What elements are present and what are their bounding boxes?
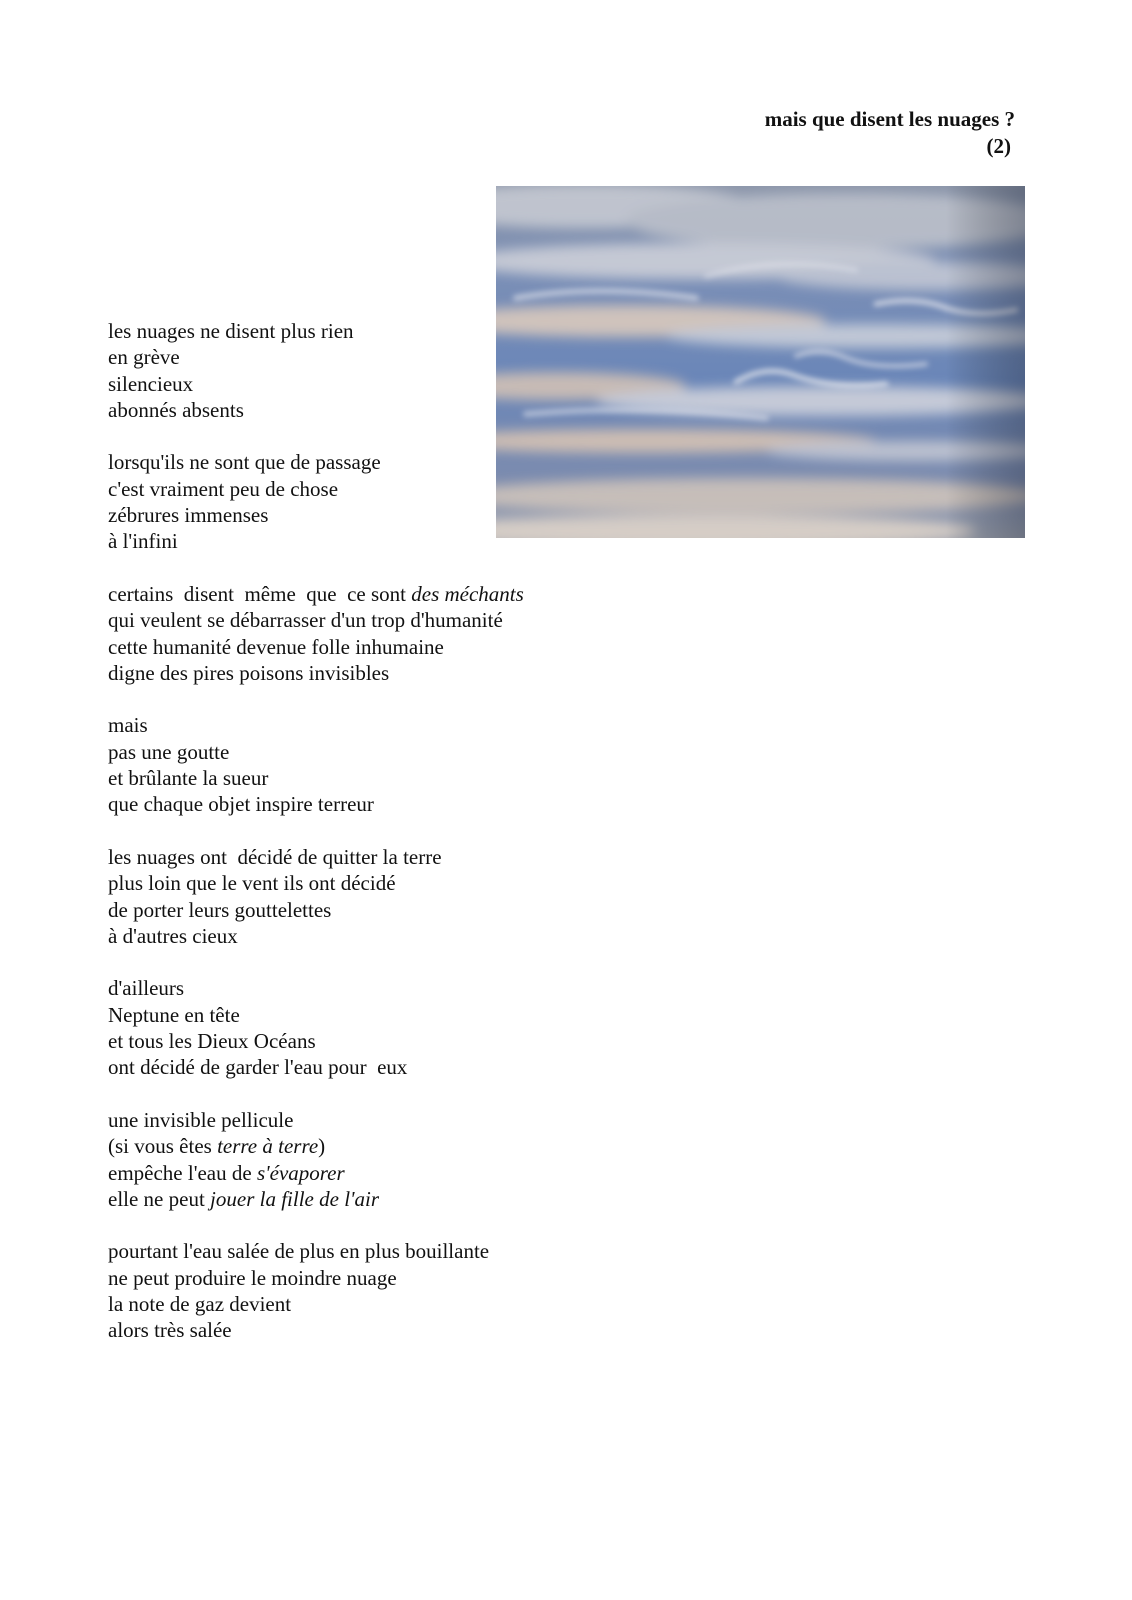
poem-line bbox=[108, 1107, 524, 1133]
poem-line-segment: abonnés absents bbox=[108, 397, 244, 422]
poem-stanza bbox=[108, 1107, 524, 1212]
poem-stanza bbox=[108, 581, 524, 686]
poem-line bbox=[108, 844, 524, 870]
poem-line bbox=[108, 318, 524, 344]
poem-line-segment: digne des pires poisons invisibles bbox=[108, 660, 390, 685]
poem-line-segment: silencieux bbox=[108, 371, 194, 396]
poem-stanza bbox=[108, 1238, 524, 1343]
poem-line bbox=[108, 791, 524, 817]
poem-line-segment: à d'autres cieux bbox=[108, 923, 238, 948]
poem-line bbox=[108, 1265, 524, 1291]
poem-line-segment: à l'infini bbox=[108, 529, 178, 554]
poem-line-segment: zébrures immenses bbox=[108, 503, 269, 528]
poem-line-segment: que chaque objet inspire terreur bbox=[108, 792, 374, 817]
poem-line-segment: certains disent même que ce sont bbox=[108, 581, 412, 606]
poem-line-italic-segment: terre à terre bbox=[217, 1134, 319, 1159]
poem-line-segment: ont décidé de garder l'eau pour eux bbox=[108, 1055, 408, 1080]
poem-line bbox=[108, 581, 524, 607]
poem-line-segment: alors très salée bbox=[108, 1318, 232, 1343]
poem-line-italic-segment: jouer la fille de l'air bbox=[210, 1186, 380, 1211]
poem-line bbox=[108, 712, 524, 738]
poem-line-segment: qui veulent se débarrasser d'un trop d'humanité bbox=[108, 608, 503, 633]
poem-line-segment: empêche l'eau de bbox=[108, 1160, 257, 1185]
poem-line-segment: pourtant l'eau salée de plus en plus bouillante bbox=[108, 1239, 490, 1264]
poem-line-segment: plus loin que le vent ils ont décidé bbox=[108, 871, 396, 896]
poem-line bbox=[108, 502, 524, 528]
poem-line bbox=[108, 660, 524, 686]
poem-line bbox=[108, 449, 524, 475]
poem-line bbox=[108, 371, 524, 397]
poem-line bbox=[108, 1002, 524, 1028]
poem-line bbox=[108, 1160, 524, 1186]
poem-line-segment: c'est vraiment peu de chose bbox=[108, 476, 339, 501]
poem-line-segment: ne peut produire le moindre nuage bbox=[108, 1265, 397, 1290]
poem-line-segment: (si vous êtes bbox=[108, 1134, 218, 1159]
poem-line bbox=[108, 528, 524, 554]
poem-line-segment: la note de gaz devient bbox=[108, 1291, 292, 1316]
poem-stanza bbox=[108, 975, 524, 1080]
poem-line-segment: pas une goutte bbox=[108, 739, 230, 764]
poem-line bbox=[108, 397, 524, 423]
poem-stanza bbox=[108, 318, 524, 423]
poem-line bbox=[108, 1028, 524, 1054]
poem-line bbox=[108, 870, 524, 896]
poem-title: mais que disent les nuages ? bbox=[764, 107, 1015, 131]
poem-line bbox=[108, 1133, 524, 1159]
poem-line bbox=[108, 923, 524, 949]
poem-stanza bbox=[108, 712, 524, 817]
poem-line-italic-segment: s'évaporer bbox=[256, 1160, 345, 1185]
poem-line-segment: et brûlante la sueur bbox=[108, 766, 269, 791]
poem-line bbox=[108, 634, 524, 660]
poem-number: (2) bbox=[986, 134, 1011, 158]
poem-stanza bbox=[108, 449, 524, 554]
poem-line-segment: et tous les Dieux Océans bbox=[108, 1029, 316, 1054]
poem-line bbox=[108, 765, 524, 791]
poem-line bbox=[108, 739, 524, 765]
poem-line bbox=[108, 1054, 524, 1080]
cloudy-sky-photo bbox=[496, 186, 1025, 538]
poem-line-segment: en grève bbox=[108, 345, 180, 370]
poem-line-segment: les nuages ont décidé de quitter la terre bbox=[108, 844, 442, 869]
poem-line-italic-segment: des méchants bbox=[411, 581, 524, 606]
poem-line-segment: cette humanité devenue folle inhumaine bbox=[108, 634, 444, 659]
poem-line-segment: lorsqu'ils ne sont que de passage bbox=[108, 450, 381, 475]
poem-stanza bbox=[108, 844, 524, 949]
poem-line-segment: de porter leurs gouttelettes bbox=[108, 897, 332, 922]
poem-line bbox=[108, 897, 524, 923]
poem-line bbox=[108, 1317, 524, 1343]
poem-title-block bbox=[765, 106, 1015, 160]
poem-line-segment: ) bbox=[318, 1134, 326, 1159]
poem-line bbox=[108, 1238, 524, 1264]
poem-line-segment: les nuages ne disent plus rien bbox=[108, 319, 354, 343]
poem-line bbox=[108, 344, 524, 370]
poem-line bbox=[108, 1186, 524, 1212]
poem-line-segment: mais bbox=[108, 713, 148, 738]
poem-line-segment: elle ne peut bbox=[108, 1186, 211, 1211]
poem-line-segment: d'ailleurs bbox=[108, 976, 185, 1001]
poem-line bbox=[108, 476, 524, 502]
poem-line bbox=[108, 607, 524, 633]
poem-line bbox=[108, 1291, 524, 1317]
poem-line-segment: Neptune en tête bbox=[108, 1002, 240, 1027]
poem-line bbox=[108, 975, 524, 1001]
poem-body bbox=[108, 318, 524, 1344]
poem-line-segment: une invisible pellicule bbox=[108, 1107, 294, 1132]
